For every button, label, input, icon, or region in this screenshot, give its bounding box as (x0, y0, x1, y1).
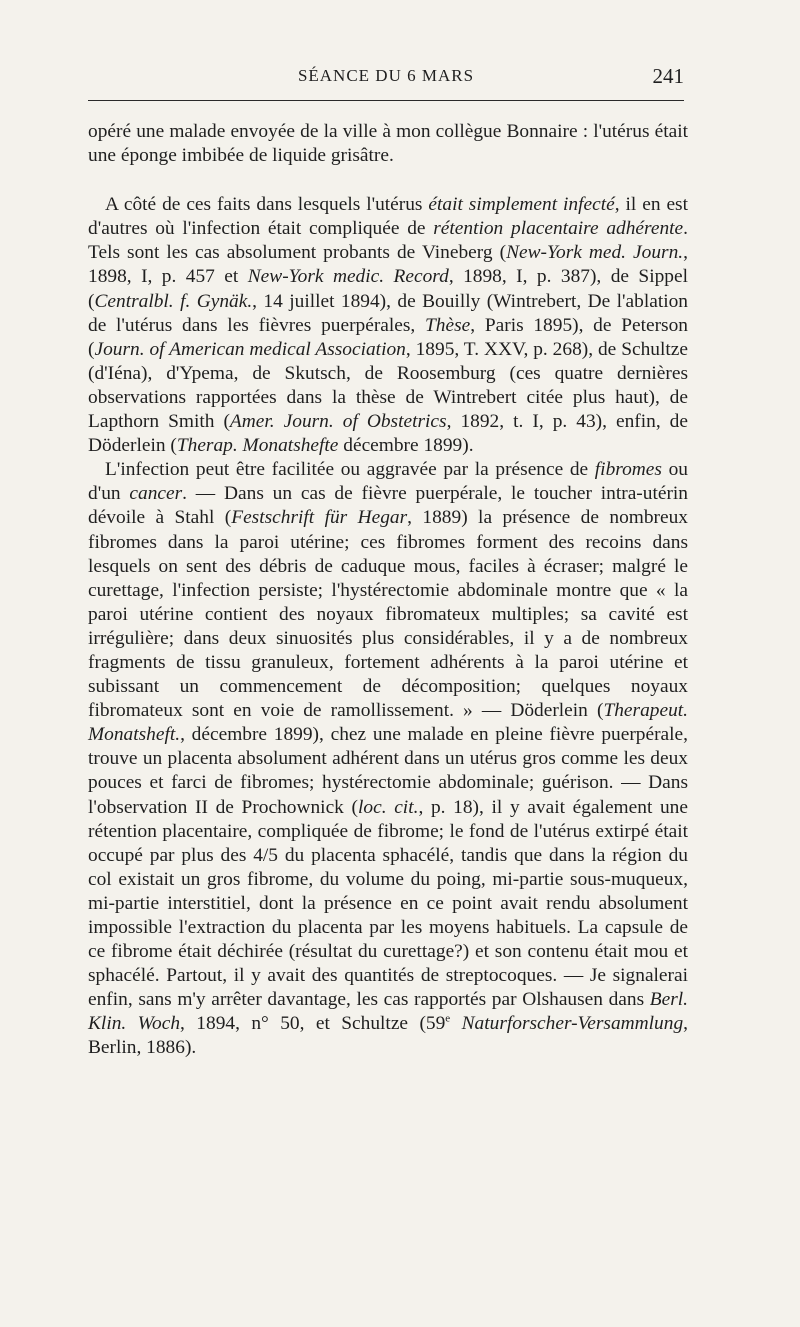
citation-journal: loc. cit. (358, 796, 419, 818)
citation-journal: Journ. of American medical Association (94, 338, 406, 360)
text-span: , 14 juillet 1894), de Bouilly (Wintrebert, De l'ablation de l'utérus dans les fièvres puerpérales, (88, 290, 688, 336)
italic-span: rétention placentaire adhérente (433, 218, 684, 240)
superscript: e (445, 1012, 451, 1025)
text-span: , 1898, I, p. 387), de Sippel ( (88, 266, 688, 312)
citation-journal: Berl. Klin. Woch (88, 989, 688, 1035)
citation-journal: New-York medic. Record (247, 266, 449, 288)
text-span: , 1892, t. I, p. 43), enfin, de Döderlein ( (88, 411, 688, 457)
running-title: SÉANCE DU 6 MARS (297, 66, 475, 85)
citation-journal: Therap. Monatshefte (176, 435, 339, 457)
text-span: . — Dans un cas de fièvre puerpérale, le toucher intra-utérin dévoile à Stahl ( (88, 483, 688, 529)
body-text (88, 120, 688, 1061)
text-span: , 1895, T. XXV, p. 268), de Schultze (d'Iéna), d'Ypema, de Skutsch, de Roosemburg (ces quatre dernières observations rapportées dans la thèse de Wintrebert citée plus haut), de Lapthorn Smith ( (88, 338, 688, 433)
paragraph-2 (88, 193, 688, 458)
citation-journal: Therapeut. Monatsheft. (88, 700, 688, 746)
text-span: , 1889) la présence de nombreux fibromes dans la paroi utérine; ces fibromes forment des recoins dans lesquels on sent des débris de caduque mous, faciles à écraser; malgré le curettage, l'infection persiste; l'hystérectomie abdominale montre que « la paroi utérine contient des noyaux fibromateux multiples; sa cavité est irrégulière; dans deux sinuosités plus considérables, il y a de nombreux fragments de tissu granuleux, fortement adhérents à la paroi utérine et subissant un commencement de décomposition; quelques noyaux fibromateux sont en voie de ramollissement. » — Döderlein ( (88, 507, 689, 722)
citation-journal: New-York med. Journ. (506, 242, 684, 264)
paragraph-1 (88, 120, 688, 168)
italic-span: était simplement infecté (428, 194, 615, 216)
text-span: A côté de ces faits dans lesquels l'utérus (105, 194, 429, 216)
text-span (450, 1013, 461, 1034)
text-span: , Berlin, 1886). (88, 1013, 688, 1059)
text-span: , 1898, I, p. 457 et (88, 242, 688, 288)
text-span: , p. 18), il y avait également une rétention placentaire, compliquée de fibrome; le fond de l'utérus extirpé était occupé par plus des 4/5 du placenta sphacélé, tandis que dans la région du col existait un gros fibrome, du volume du poing, mi-partie sous-muqueux, mi-partie interstitiel, dont la présence en ce point avait rendu absolument impossible l'extraction du placenta par les moyens habituels. La capsule de ce fibrome était déchirée (résultat du curettage?) et son contenu était mou et sphacélé. Partout, il y avait des quantités de streptocoques. — Je signalerai enfin, sans m'y arrêter davantage, les cas rapportés par Olshausen dans (88, 796, 688, 1011)
citation-journal: Thèse (425, 314, 471, 336)
paragraph-3 (88, 458, 688, 1060)
header-rule (88, 100, 684, 101)
citation-journal: Festschrift für Hegar (231, 507, 408, 529)
citation-journal: Centralbl. f. Gynäk. (94, 290, 253, 312)
text-span: , décembre 1899), chez une malade en pleine fièvre puerpérale, trouve un placenta absolument adhérent dans un utérus gros comme les deux pouces et farci de fibromes; hystérectomie abdominale; guérison. — Dans l'observation II de Prochownick ( (88, 724, 688, 818)
italic-span: fibromes (594, 459, 662, 481)
text-span: L'infection peut être facilitée ou aggravée par la présence de (105, 459, 595, 481)
citation-journal: Naturforscher-Versammlung (461, 1013, 684, 1035)
citation-journal: Amer. Journ. of Obstetrics (229, 411, 447, 433)
text-span: , 1894, n° 50, et Schultze (59 (180, 1013, 446, 1035)
text-span: , Paris 1895), de Peterson ( (88, 314, 688, 360)
italic-span: cancer (129, 483, 183, 505)
text-span: décembre 1899). (338, 435, 474, 457)
text-span: , il en est d'autres où l'infection était compliquée de (88, 194, 688, 240)
page-header (88, 66, 684, 90)
text-span: . Tels sont les cas absolument probants de Vineberg ( (88, 218, 688, 264)
page-number: 241 (652, 64, 684, 88)
text-span: opéré une malade envoyée de la ville à mon collègue Bonnaire : l'utérus était une éponge imbibée de liquide grisâtre. (88, 121, 688, 167)
text-span: ou d'un (88, 459, 688, 505)
